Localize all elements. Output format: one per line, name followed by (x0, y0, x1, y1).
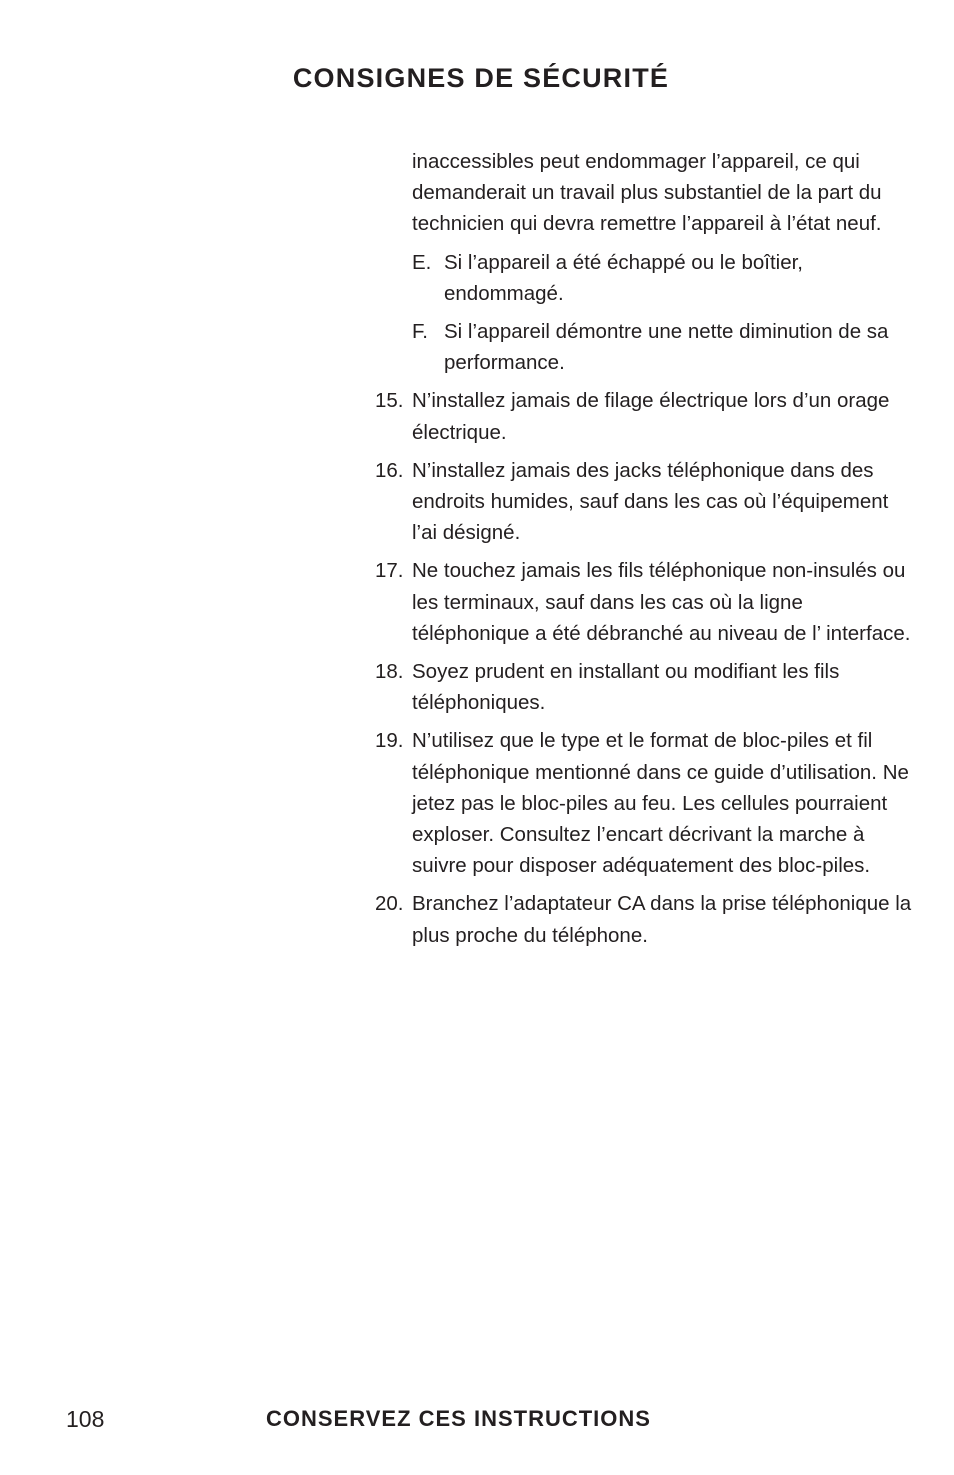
item-number: 19. (375, 729, 404, 753)
item-number: 16. (375, 458, 404, 482)
continuation-paragraph: inaccessibles peut endommager l’appareil, ce qui demanderait un travail plus substantiel de la part du technicien qui devra remettre l’appareil à l’état neuf. (412, 150, 882, 236)
item-number: 15. (375, 389, 404, 413)
item-text: Soyez prudent en installant ou modifiant les fils téléphoniques. (412, 660, 840, 715)
item-text: N’utilisez que le type et le format de bloc-piles et fil téléphonique mentionné dans ce guide d’utilisation. Ne jetez pas le bloc-piles au feu. Les cellules pourraient exploser. Consultez l’encart décrivant la marche à suivre pour disposer adéquatement des bloc-piles. (412, 729, 909, 878)
sub-item-marker: E. (412, 250, 432, 274)
sub-item-marker: F. (412, 320, 428, 344)
list-item-18 (375, 656, 915, 718)
safety-instructions-list (375, 146, 915, 958)
list-item-19 (375, 725, 915, 881)
list-item-20 (375, 888, 915, 950)
item-text: N’installez jamais des jacks téléphonique dans des endroits humides, sauf dans les cas où l’équipement l’ai désigné. (412, 458, 889, 545)
item-text: Ne touchez jamais les fils téléphonique non-insulés ou les terminaux, sauf dans les cas où la ligne téléphonique a été débranché au niveau de l’ interface. (412, 559, 911, 645)
item-number: 20. (375, 892, 404, 916)
item-text: Branchez l’adaptateur CA dans la prise téléphonique la plus proche du téléphone. (412, 892, 912, 947)
item-text: N’installez jamais de filage électrique lors d’un orage électrique. (412, 389, 890, 444)
page-number: 108 (66, 1406, 105, 1432)
list-item-17 (375, 555, 915, 649)
sub-item-f (375, 316, 915, 378)
footer-title: CONSERVEZ CES INSTRUCTIONS (266, 1406, 651, 1431)
page-title: CONSIGNES DE SÉCURITÉ (292, 63, 670, 93)
item-number: 18. (375, 660, 404, 684)
sub-item-text: Si l’appareil a été échappé ou le boîtier, endommagé. (444, 250, 804, 305)
sub-item-e (375, 247, 915, 309)
item-number: 17. (375, 559, 404, 583)
list-item-16 (375, 455, 915, 549)
sub-item-text: Si l’appareil démontre une nette diminution de sa performance. (444, 320, 889, 375)
list-item-15 (375, 385, 915, 447)
